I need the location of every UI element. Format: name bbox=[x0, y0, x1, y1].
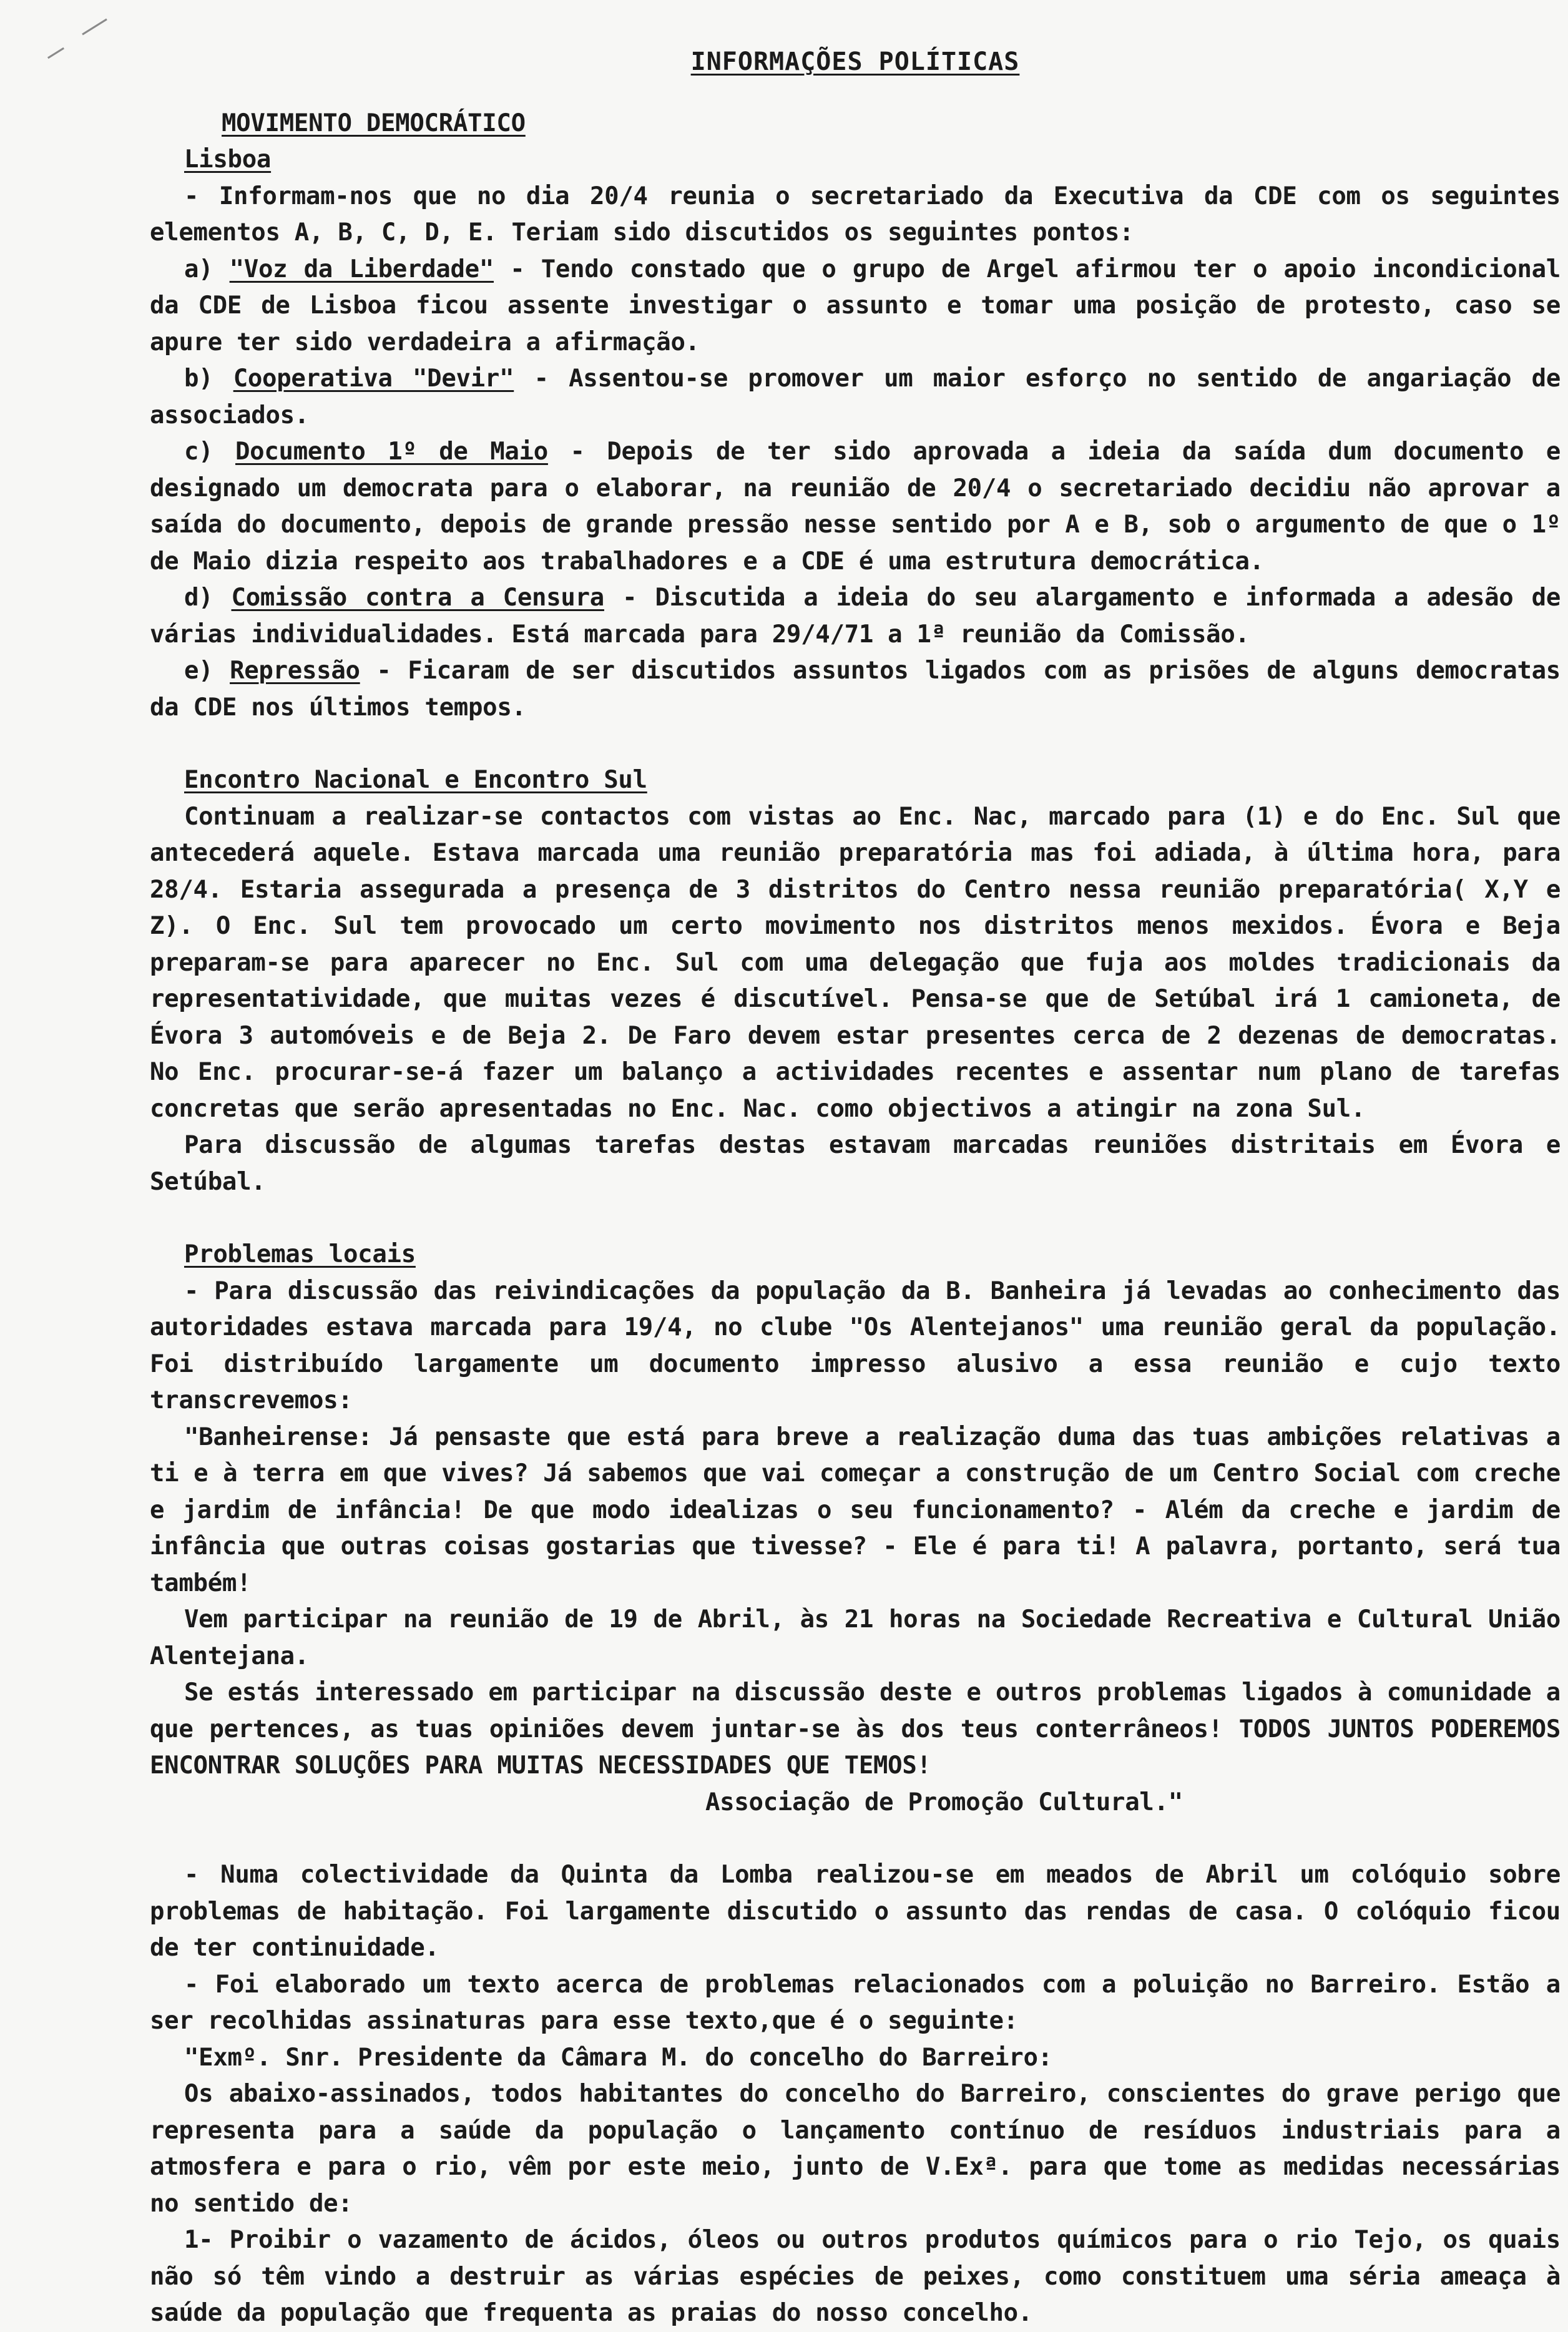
point-d-title: Comissão contra a Censura bbox=[231, 584, 604, 612]
problemas-paragraph: - Para discussão das reivindicações da população da B. Banheira já levadas ao conhecimento das autoridades estava marcada para 19/4, no clube "Os Alentejanos" uma reunião geral da população. Foi distribuído largamente um documento impresso alusivo a essa reunião e cujo texto transcrevemos: bbox=[150, 1276, 1561, 1414]
quote-paragraph-2: Vem participar na reunião de 19 de Abril, às 21 horas na Sociedade Recreativa e Cultural União Alentejana. bbox=[150, 1605, 1561, 1670]
quote-paragraph-1: "Banheirense: Já pensaste que está para breve a realização duma das tuas ambições relativas a ti e à terra em que vives? Já sabemos que vai começar a construção de um Centro Social com creche e jardim de infância! De que modo idealizas o seu funcionamento? - Além da creche e jardim de infância que outras coisas gostarias que tivesse? - Ele é para ti! A palavra, portanto, será tua também! bbox=[150, 1423, 1561, 1597]
spacer bbox=[150, 1821, 1561, 1857]
document-title: INFORMAÇÕES POLÍTICAS bbox=[690, 47, 1020, 76]
spacer bbox=[150, 726, 1561, 762]
document-page bbox=[150, 44, 1561, 2332]
poluicao-paragraph: - Foi elaborado um texto acerca de problemas relacionados com a poluição no Barreiro. Estão a ser recolhidas assinaturas para esse texto,que é o seguinte: bbox=[150, 1970, 1561, 2035]
quote-paragraph-3: Se estás interessado em participar na discussão deste e outros problemas ligados à comunidade a que pertences, as tuas opiniões devem juntar-se às dos teus conterrâneos! TODOS JUNTOS PODEREMOS ENCONTRAR SOLUÇÕES PARA MUITAS NECESSIDADES QUE TEMOS! bbox=[150, 1678, 1561, 1780]
spacer bbox=[150, 1200, 1561, 1237]
point-a-title: "Voz da Liberdade" bbox=[229, 255, 494, 283]
point-b-title: Cooperativa "Devir" bbox=[233, 365, 514, 393]
point-c-title: Documento 1º de Maio bbox=[235, 438, 548, 466]
subheading-encontro: Encontro Nacional e Encontro Sul bbox=[184, 766, 647, 794]
quote-signature: Associação de Promoção Cultural." bbox=[705, 1788, 1183, 1816]
point-b: b) Cooperativa "Devir" - Assentou-se promover um maior esforço no sentido de angariação de associados. bbox=[150, 365, 1561, 429]
encontro-paragraph-1: Continuam a realizar-se contactos com vistas ao Enc. Nac, marcado para (1) e do Enc. Sul que antecederá aquele. Estava marcada uma reunião preparatória mas foi adiada, à última hora, para 28/4. Estaria assegurada a presença de 3 distritos do Centro nessa reunião preparatória( X,Y e Z). O Enc. Sul tem provocado um certo movimento nos distritos menos mexidos. Évora e Beja preparam-se para aparecer no Enc. Sul com uma delegação que fuja aos moldes tradicionais da representatividade, que muitas vezes é discutível. Pensa-se que de Setúbal irá 1 camioneta, de Évora 3 automóveis e de Beja 2. De Faro devem estar presentes cerca de 2 dezenas de democratas. No Enc. procurar-se-á fazer um balanço a actividades recentes e assentar num plano de tarefas concretas que serão apresentadas no Enc. Nac. como objectivos a atingir na zona Sul. bbox=[150, 802, 1561, 1123]
scan-mark bbox=[47, 47, 64, 59]
exmo-salutation: "Exmº. Snr. Presidente da Câmara M. do concelho do Barreiro: bbox=[184, 2043, 1052, 2072]
point-c: c) Documento 1º de Maio - Depois de ter sido aprovada a ideia da saída dum documento e designado um democrata para o elaborar, na reunião de 20/4 o secretariado decidiu não aprovar a saída do documento, depois de grande pressão nesse sentido por A e B, sob o argumento de que o 1º de Maio dizia respeito aos trabalhadores e a CDE é uma estrutura democrática. bbox=[150, 438, 1561, 576]
point-d: d) Comissão contra a Censura - Discutida a ideia do seu alargamento e informada a adesão de várias individualidades. Está marcada para 29/4/71 a 1ª reunião da Comissão. bbox=[150, 584, 1561, 649]
point-e-title: Repressão bbox=[230, 657, 360, 685]
subheading-problemas: Problemas locais bbox=[184, 1240, 416, 1268]
point-a: a) "Voz da Liberdade" - Tendo constado que o grupo de Argel afirmou ter o apoio incondicional da CDE de Lisboa ficou assente investigar o assunto e tomar uma posição de protesto, caso se apure ter sido verdadeira a afirmação. bbox=[150, 255, 1561, 356]
point-e: e) Repressão - Ficaram de ser discutidos assuntos ligados com as prisões de alguns democratas da CDE nos últimos tempos. bbox=[150, 657, 1561, 722]
item-1: 1- Proibir o vazamento de ácidos, óleos ou outros produtos químicos para o rio Tejo, os quais não só têm vindo a destruir as várias espécies de peixes, como constituem uma séria ameaça à saúde da população que frequenta as praias do nosso concelho. bbox=[150, 2226, 1561, 2327]
scan-mark bbox=[82, 19, 107, 36]
section-heading-movimento: MOVIMENTO DEMOCRÁTICO bbox=[222, 109, 526, 137]
subheading-lisboa: Lisboa bbox=[184, 145, 272, 174]
abaixo-paragraph: Os abaixo-assinados, todos habitantes do concelho do Barreiro, conscientes do grave perigo que representa para a saúde da população o lançamento contínuo de resíduos industriais para a atmosfera e para o rio, vêm por este meio, junto de V.Exª. para que tome as medidas necessárias no sentido de: bbox=[150, 2080, 1561, 2218]
lisboa-intro: - Informam-nos que no dia 20/4 reunia o secretariado da Executiva da CDE com os seguintes elementos A, B, C, D, E. Teriam sido discutidos os seguintes pontos: bbox=[150, 182, 1561, 247]
encontro-paragraph-2: Para discussão de algumas tarefas destas estavam marcadas reuniões distritais em Évora e Setúbal. bbox=[150, 1131, 1561, 1196]
quinta-paragraph: - Numa colectividade da Quinta da Lomba realizou-se em meados de Abril um colóquio sobre problemas de habitação. Foi largamente discutido o assunto das rendas de casa. O colóquio ficou de ter continuidade. bbox=[150, 1861, 1561, 1962]
